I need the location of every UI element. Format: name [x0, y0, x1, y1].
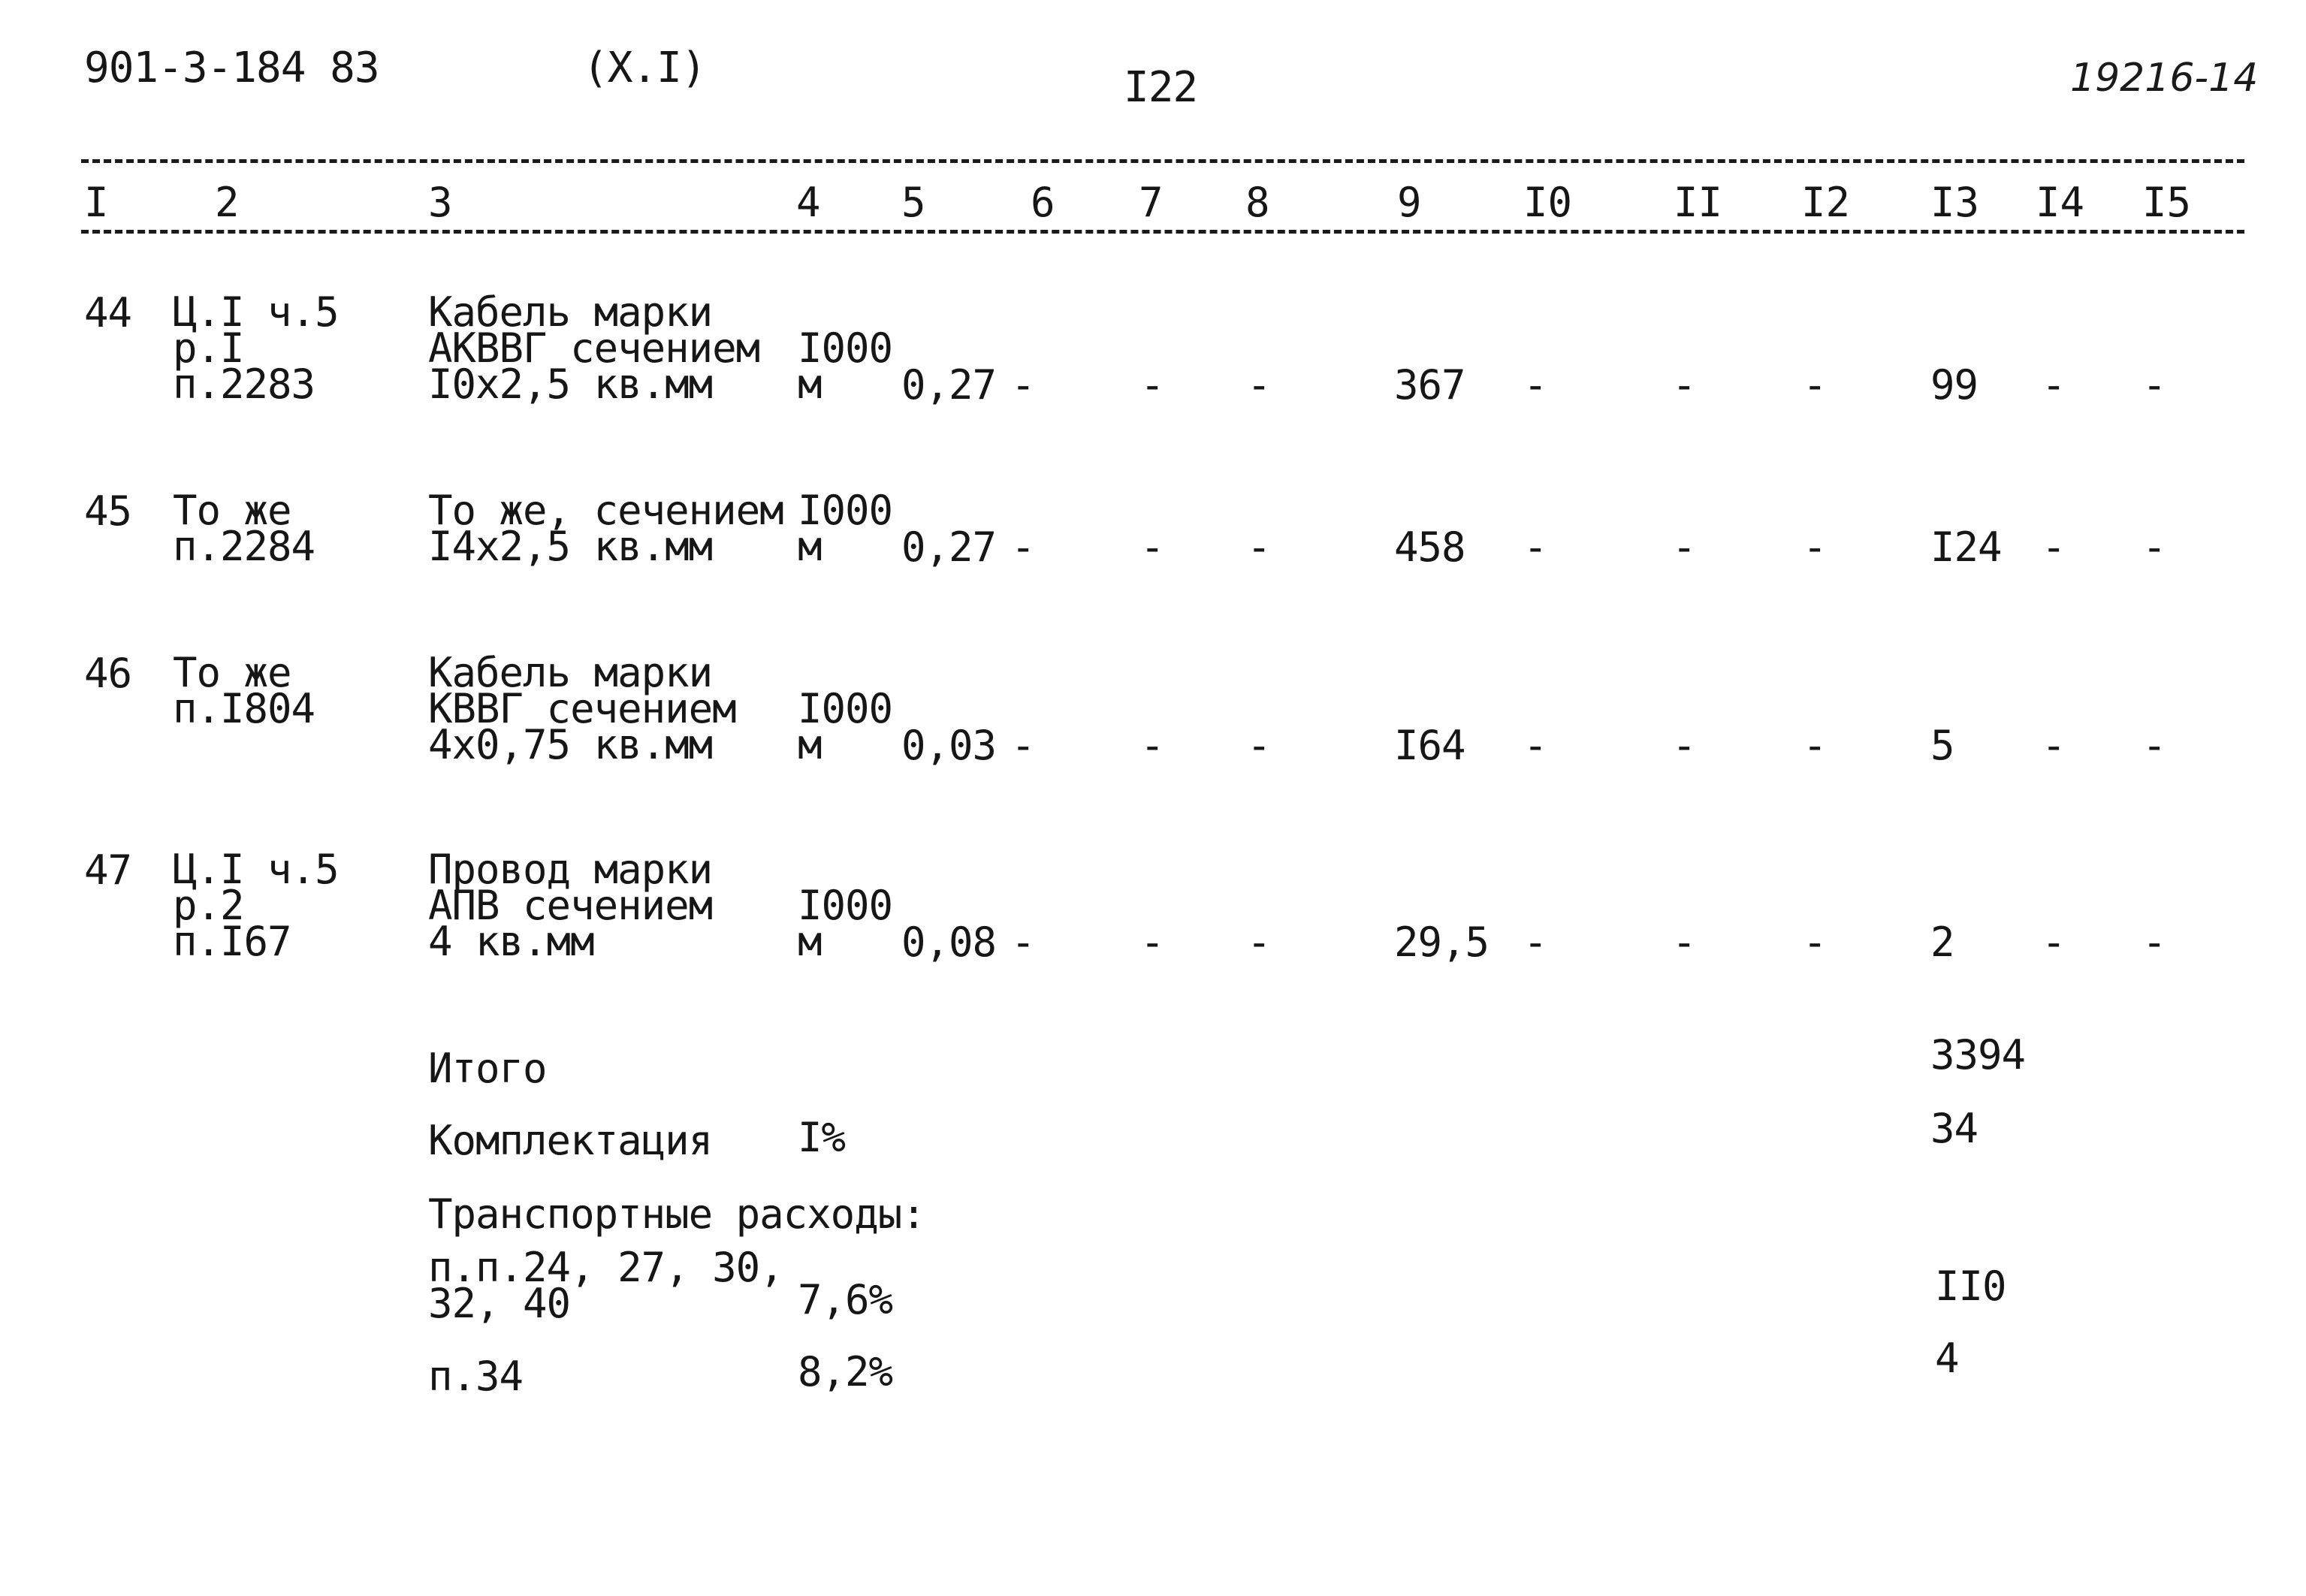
- row-col-15: -: [2142, 722, 2166, 769]
- row-unit: I000 м: [798, 324, 893, 408]
- transport-item-label: п.п.24, 27, 30, 32, 40: [428, 1244, 783, 1327]
- row-reference: То же п.2284: [173, 487, 315, 570]
- row-col-5: 0,27: [901, 523, 997, 571]
- row-col-8: -: [1247, 361, 1271, 409]
- col-header-15: I5: [2142, 179, 2192, 226]
- row-description: Провод марки АПВ сечением 4 кв.мм: [428, 846, 713, 965]
- row-col-5: 0,08: [901, 919, 997, 966]
- row-description: Кабель марки КВВГ сечением 4x0,75 кв.мм: [428, 649, 736, 768]
- col-header-3: 3: [428, 179, 453, 226]
- col-header-10: I0: [1523, 179, 1573, 226]
- row-col-14: -: [2042, 919, 2066, 966]
- row-col-15: -: [2142, 523, 2166, 571]
- col-header-7: 7: [1139, 179, 1164, 226]
- transport-item-rate: 7,6%: [798, 1276, 893, 1323]
- col-header-13: I3: [1930, 179, 1980, 226]
- row-col-5: 0,03: [901, 722, 997, 769]
- row-col-9: I64: [1394, 722, 1465, 769]
- row-col-7: -: [1140, 919, 1164, 966]
- header-top-rule: [81, 159, 2244, 163]
- col-header-1: I: [84, 179, 109, 226]
- row-col-10: -: [1523, 523, 1547, 571]
- row-col-6: -: [1011, 361, 1035, 409]
- row-number: 46: [84, 650, 132, 697]
- row-col-12: -: [1803, 722, 1827, 769]
- row-col-13: I24: [1930, 523, 2002, 571]
- col-header-8: 8: [1245, 179, 1270, 226]
- row-col-10: -: [1523, 919, 1547, 966]
- row-col-15: -: [2142, 919, 2166, 966]
- row-reference: Ц.I ч.5 р.I п.2283: [173, 288, 339, 408]
- col-header-2: 2: [215, 179, 240, 226]
- row-col-14: -: [2042, 361, 2066, 409]
- col-header-9: 9: [1397, 179, 1422, 226]
- row-number: 47: [84, 846, 132, 894]
- page-number: I22: [1124, 63, 1198, 112]
- row-col-11: -: [1672, 722, 1696, 769]
- row-col-7: -: [1140, 361, 1164, 409]
- row-description: Кабель марки АКВВГ сечением I0x2,5 кв.мм: [428, 288, 760, 408]
- row-reference: Ц.I ч.5 р.2 п.I67: [173, 846, 339, 965]
- row-col-6: -: [1011, 919, 1035, 966]
- row-unit: I000 м: [798, 882, 893, 965]
- doc-code: 901-3-184 83: [84, 44, 379, 92]
- row-col-12: -: [1803, 361, 1827, 409]
- row-col-11: -: [1672, 361, 1696, 409]
- transport-label: Транспортные расходы:: [428, 1190, 925, 1238]
- row-col-10: -: [1523, 722, 1547, 769]
- row-col-8: -: [1247, 523, 1271, 571]
- row-col-14: -: [2042, 523, 2066, 571]
- row-col-12: -: [1803, 523, 1827, 571]
- col-header-14: I4: [2036, 179, 2085, 226]
- section-code: (X.I): [583, 44, 706, 92]
- row-unit: I000 м: [798, 685, 893, 768]
- row-col-11: -: [1672, 919, 1696, 966]
- row-col-6: -: [1011, 722, 1035, 769]
- row-number: 45: [84, 487, 132, 535]
- row-number: 44: [84, 289, 132, 336]
- row-col-7: -: [1140, 722, 1164, 769]
- row-col-9: 458: [1394, 523, 1465, 571]
- row-col-10: -: [1523, 361, 1547, 409]
- row-col-11: -: [1672, 523, 1696, 571]
- transport-item-value: 4: [1935, 1335, 1959, 1382]
- col-header-6: 6: [1031, 179, 1055, 226]
- row-col-6: -: [1011, 523, 1035, 571]
- row-col-13: 2: [1930, 919, 1954, 966]
- row-col-9: 29,5: [1394, 919, 1490, 966]
- row-col-12: -: [1803, 919, 1827, 966]
- col-header-4: 4: [796, 179, 821, 226]
- total-label: Итого: [428, 1045, 547, 1092]
- completion-label: Комплектация: [428, 1117, 713, 1164]
- row-description: То же, сечением I4x2,5 кв.мм: [428, 487, 783, 570]
- transport-item-rate: 8,2%: [798, 1348, 893, 1395]
- completion-value: 34: [1930, 1105, 1979, 1152]
- transport-item-value: II0: [1935, 1263, 2006, 1310]
- row-col-8: -: [1247, 919, 1271, 966]
- row-col-14: -: [2042, 722, 2066, 769]
- header-bottom-rule: [81, 230, 2244, 234]
- row-col-8: -: [1247, 722, 1271, 769]
- completion-rate: I%: [798, 1114, 846, 1161]
- row-col-7: -: [1140, 523, 1164, 571]
- row-col-5: 0,27: [901, 361, 997, 409]
- row-col-13: 99: [1930, 361, 1979, 409]
- total-value: 3394: [1930, 1031, 2026, 1079]
- row-unit: I000 м: [798, 487, 893, 570]
- col-header-5: 5: [901, 179, 926, 226]
- row-col-9: 367: [1394, 361, 1465, 409]
- row-col-15: -: [2142, 361, 2166, 409]
- col-header-12: I2: [1801, 179, 1851, 226]
- col-header-11: II: [1674, 179, 1723, 226]
- row-col-13: 5: [1930, 722, 1954, 769]
- transport-item-label: п.34: [428, 1353, 524, 1400]
- reference-number: 19216-14: [2070, 56, 2259, 101]
- row-reference: То же п.I804: [173, 649, 315, 732]
